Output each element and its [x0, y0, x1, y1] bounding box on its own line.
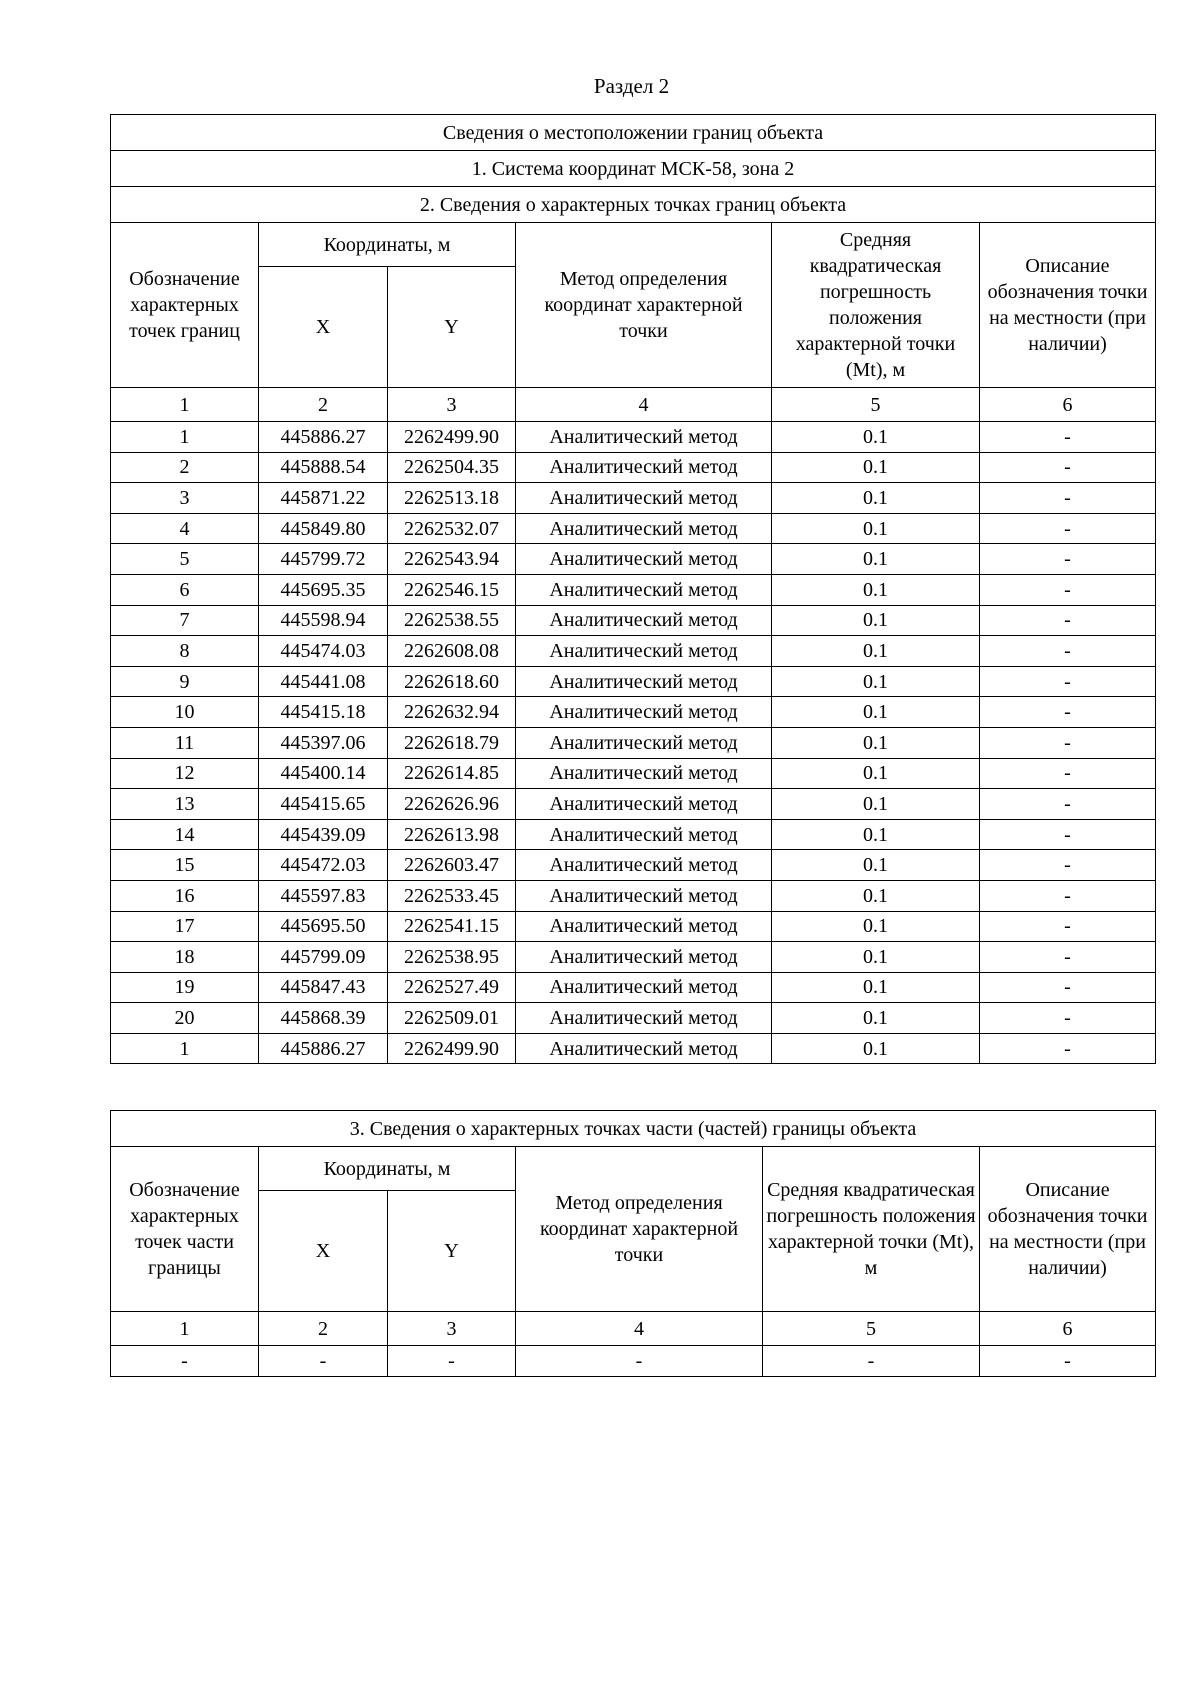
cell-mt-value: 0.1: [772, 666, 980, 697]
cell-description: -: [980, 942, 1156, 973]
cell-coord-x: 445472.03: [259, 850, 388, 881]
cell-coord-y: 2262543.94: [388, 544, 516, 575]
cell-coord-y: 2262626.96: [388, 789, 516, 820]
cell-coord-x: 445415.65: [259, 789, 388, 820]
cell-coord-x: 445886.27: [259, 422, 388, 453]
table-row: [111, 819, 1156, 850]
cell-description: -: [980, 1346, 1156, 1377]
column-number: 1: [111, 388, 259, 422]
cell-method: Аналитический метод: [516, 452, 772, 483]
table-row: [111, 850, 1156, 881]
cell-mt-value: 0.1: [772, 452, 980, 483]
cell-coord-x: 445597.83: [259, 880, 388, 911]
cell-mt-value: 0.1: [772, 513, 980, 544]
table-row: [111, 452, 1156, 483]
cell-point-number: 19: [111, 972, 259, 1003]
cell-point-number: 4: [111, 513, 259, 544]
cell-coord-y: 2262541.15: [388, 911, 516, 942]
cell-description: -: [980, 697, 1156, 728]
column-header-description: Описание обозначения точки на местности (при наличии): [980, 223, 1156, 388]
cell-point-number: 12: [111, 758, 259, 789]
cell-description: -: [980, 605, 1156, 636]
cell-mt-value: 0.1: [772, 544, 980, 575]
cell-coord-x: 445868.39: [259, 1003, 388, 1034]
cell-coord-x: 445849.80: [259, 513, 388, 544]
cell-coord-x: 445695.50: [259, 911, 388, 942]
cell-coord-y: 2262613.98: [388, 819, 516, 850]
cell-coord-y: 2262603.47: [388, 850, 516, 881]
coord-system-caption: 1. Система координат МСК-58, зона 2: [111, 151, 1156, 187]
cell-point-number: 7: [111, 605, 259, 636]
cell-description: -: [980, 544, 1156, 575]
cell-method: Аналитический метод: [516, 544, 772, 575]
table-row: [111, 1033, 1156, 1064]
parts-section-caption: 3. Сведения о характерных точках части (частей) границы объекта: [111, 1111, 1156, 1147]
table-row: [111, 544, 1156, 575]
cell-point-number: 6: [111, 574, 259, 605]
parts-column-header-x: X: [259, 1191, 388, 1312]
column-header-x: X: [259, 267, 388, 388]
cell-mt-value: 0.1: [772, 880, 980, 911]
column-header-coordinates: Координаты, м: [259, 223, 516, 267]
part-boundary-points-table: [110, 1110, 1156, 1377]
table-row: [111, 697, 1156, 728]
cell-coord-y: 2262499.90: [388, 422, 516, 453]
table-row: [111, 972, 1156, 1003]
parts-column-header-error: Средняя квадратическая погрешность положения характерной точки (Mt), м: [763, 1147, 980, 1312]
cell-coord-y: 2262538.95: [388, 942, 516, 973]
cell-mt-value: 0.1: [772, 972, 980, 1003]
cell-mt-value: 0.1: [772, 422, 980, 453]
parts-column-header-coordinates: Координаты, м: [259, 1147, 516, 1191]
table-row: [111, 880, 1156, 911]
column-number: 6: [980, 388, 1156, 422]
column-number: 4: [516, 1312, 763, 1346]
column-number: 5: [772, 388, 980, 422]
cell-method: Аналитический метод: [516, 972, 772, 1003]
column-number: 2: [259, 388, 388, 422]
table-row: [111, 483, 1156, 514]
column-number: 3: [388, 388, 516, 422]
table-row: [111, 727, 1156, 758]
section-title: Раздел 2: [593, 74, 670, 98]
cell-description: -: [980, 666, 1156, 697]
cell-description: -: [980, 1003, 1156, 1034]
table-row: [111, 789, 1156, 820]
cell-point-number: 2: [111, 452, 259, 483]
cell-coord-y: 2262532.07: [388, 513, 516, 544]
column-number: 2: [259, 1312, 388, 1346]
cell-coord-y: 2262614.85: [388, 758, 516, 789]
cell-description: -: [980, 727, 1156, 758]
cell-description: -: [980, 850, 1156, 881]
cell-mt-value: 0.1: [772, 697, 980, 728]
cell-description: -: [980, 911, 1156, 942]
cell-method: Аналитический метод: [516, 727, 772, 758]
cell-mt-value: 0.1: [772, 605, 980, 636]
cell-point-number: 18: [111, 942, 259, 973]
boundary-points-table: [110, 114, 1156, 1064]
cell-coord-x: 445400.14: [259, 758, 388, 789]
table-row: [111, 666, 1156, 697]
cell-coord-y: 2262618.60: [388, 666, 516, 697]
table-row: [111, 605, 1156, 636]
column-header-method: Метод определения координат характерной точки: [516, 223, 772, 388]
table-row: [111, 513, 1156, 544]
table-row: [111, 1003, 1156, 1034]
cell-method: Аналитический метод: [516, 422, 772, 453]
cell-mt-value: 0.1: [772, 574, 980, 605]
cell-mt-value: 0.1: [772, 483, 980, 514]
parts-column-header-method: Метод определения координат характерной точки: [516, 1147, 763, 1312]
cell-method: Аналитический метод: [516, 819, 772, 850]
cell-method: Аналитический метод: [516, 483, 772, 514]
cell-description: -: [980, 452, 1156, 483]
cell-mt-value: 0.1: [772, 727, 980, 758]
cell-description: -: [980, 483, 1156, 514]
parts-column-header-y: Y: [388, 1191, 516, 1312]
column-number: 3: [388, 1312, 516, 1346]
table-row: [111, 758, 1156, 789]
table-row: [111, 942, 1156, 973]
cell-mt-value: 0.1: [772, 850, 980, 881]
table-row: [111, 636, 1156, 667]
table-row: [111, 422, 1156, 453]
column-number: 4: [516, 388, 772, 422]
cell-method: Аналитический метод: [516, 605, 772, 636]
cell-coord-y: 2262499.90: [388, 1033, 516, 1064]
cell-mt-value: 0.1: [772, 1003, 980, 1034]
cell-point-number: 8: [111, 636, 259, 667]
cell-coord-y: 2262504.35: [388, 452, 516, 483]
cell-coord-x: 445871.22: [259, 483, 388, 514]
cell-method: Аналитический метод: [516, 789, 772, 820]
column-number: 5: [763, 1312, 980, 1346]
table-title: Сведения о местоположении границ объекта: [111, 115, 1156, 151]
cell-coord-x: 445415.18: [259, 697, 388, 728]
cell-mt-value: 0.1: [772, 819, 980, 850]
column-header-error: Средняя квадратическая погрешность положения характерной точки (Mt), м: [772, 223, 980, 388]
cell-point-number: 20: [111, 1003, 259, 1034]
cell-coord-x: 445886.27: [259, 1033, 388, 1064]
parts-column-header-description: Описание обозначения точки на местности (при наличии): [980, 1147, 1156, 1312]
cell-coord-y: 2262546.15: [388, 574, 516, 605]
cell-point-number: 1: [111, 1033, 259, 1064]
cell-method: Аналитический метод: [516, 1003, 772, 1034]
cell-description: -: [980, 972, 1156, 1003]
cell-coord-y: 2262527.49: [388, 972, 516, 1003]
cell-mt-value: 0.1: [772, 1033, 980, 1064]
cell-coord-x: 445799.72: [259, 544, 388, 575]
cell-method: Аналитический метод: [516, 911, 772, 942]
cell-point-number: -: [111, 1346, 259, 1377]
cell-point-number: 15: [111, 850, 259, 881]
table-row: [111, 911, 1156, 942]
cell-method: Аналитический метод: [516, 636, 772, 667]
cell-point-number: 11: [111, 727, 259, 758]
cell-coord-y: 2262533.45: [388, 880, 516, 911]
cell-point-number: 16: [111, 880, 259, 911]
cell-method: Аналитический метод: [516, 880, 772, 911]
cell-coord-x: 445888.54: [259, 452, 388, 483]
cell-description: -: [980, 789, 1156, 820]
cell-mt-value: 0.1: [772, 758, 980, 789]
cell-mt-value: -: [763, 1346, 980, 1377]
cell-coord-x: 445847.43: [259, 972, 388, 1003]
cell-coord-y: 2262608.08: [388, 636, 516, 667]
table-row: [111, 574, 1156, 605]
cell-coord-x: 445695.35: [259, 574, 388, 605]
cell-point-number: 5: [111, 544, 259, 575]
cell-point-number: 1: [111, 422, 259, 453]
cell-coord-y: 2262509.01: [388, 1003, 516, 1034]
column-number: 6: [980, 1312, 1156, 1346]
cell-description: -: [980, 574, 1156, 605]
cell-point-number: 17: [111, 911, 259, 942]
cell-method: Аналитический метод: [516, 666, 772, 697]
cell-coord-x: 445799.09: [259, 942, 388, 973]
cell-description: -: [980, 513, 1156, 544]
cell-coord-x: 445439.09: [259, 819, 388, 850]
cell-method: Аналитический метод: [516, 758, 772, 789]
cell-mt-value: 0.1: [772, 942, 980, 973]
cell-coord-x: 445598.94: [259, 605, 388, 636]
cell-method: Аналитический метод: [516, 574, 772, 605]
cell-description: -: [980, 636, 1156, 667]
cell-point-number: 14: [111, 819, 259, 850]
cell-mt-value: 0.1: [772, 636, 980, 667]
cell-method: Аналитический метод: [516, 1033, 772, 1064]
points-section-caption: 2. Сведения о характерных точках границ объекта: [111, 187, 1156, 223]
column-number: 1: [111, 1312, 259, 1346]
cell-description: -: [980, 422, 1156, 453]
column-header-y: Y: [388, 267, 516, 388]
cell-coord-y: 2262618.79: [388, 727, 516, 758]
cell-description: -: [980, 758, 1156, 789]
cell-mt-value: 0.1: [772, 911, 980, 942]
cell-description: -: [980, 1033, 1156, 1064]
cell-description: -: [980, 819, 1156, 850]
cell-point-number: 13: [111, 789, 259, 820]
cell-description: -: [980, 880, 1156, 911]
cell-coord-x: 445397.06: [259, 727, 388, 758]
cell-coord-x: 445441.08: [259, 666, 388, 697]
cell-coord-y: 2262513.18: [388, 483, 516, 514]
cell-point-number: 9: [111, 666, 259, 697]
cell-coord-x: -: [259, 1346, 388, 1377]
cell-mt-value: 0.1: [772, 789, 980, 820]
cell-method: Аналитический метод: [516, 513, 772, 544]
cell-method: -: [516, 1346, 763, 1377]
cell-coord-y: -: [388, 1346, 516, 1377]
table-row: [111, 1346, 1156, 1377]
cell-coord-y: 2262538.55: [388, 605, 516, 636]
cell-method: Аналитический метод: [516, 697, 772, 728]
cell-method: Аналитический метод: [516, 942, 772, 973]
cell-point-number: 3: [111, 483, 259, 514]
cell-coord-x: 445474.03: [259, 636, 388, 667]
cell-coord-y: 2262632.94: [388, 697, 516, 728]
cell-point-number: 10: [111, 697, 259, 728]
cell-method: Аналитический метод: [516, 850, 772, 881]
parts-column-header-designation: Обозначение характерных точек части границы: [111, 1147, 259, 1312]
column-header-designation: Обозначение характерных точек границ: [111, 223, 259, 388]
